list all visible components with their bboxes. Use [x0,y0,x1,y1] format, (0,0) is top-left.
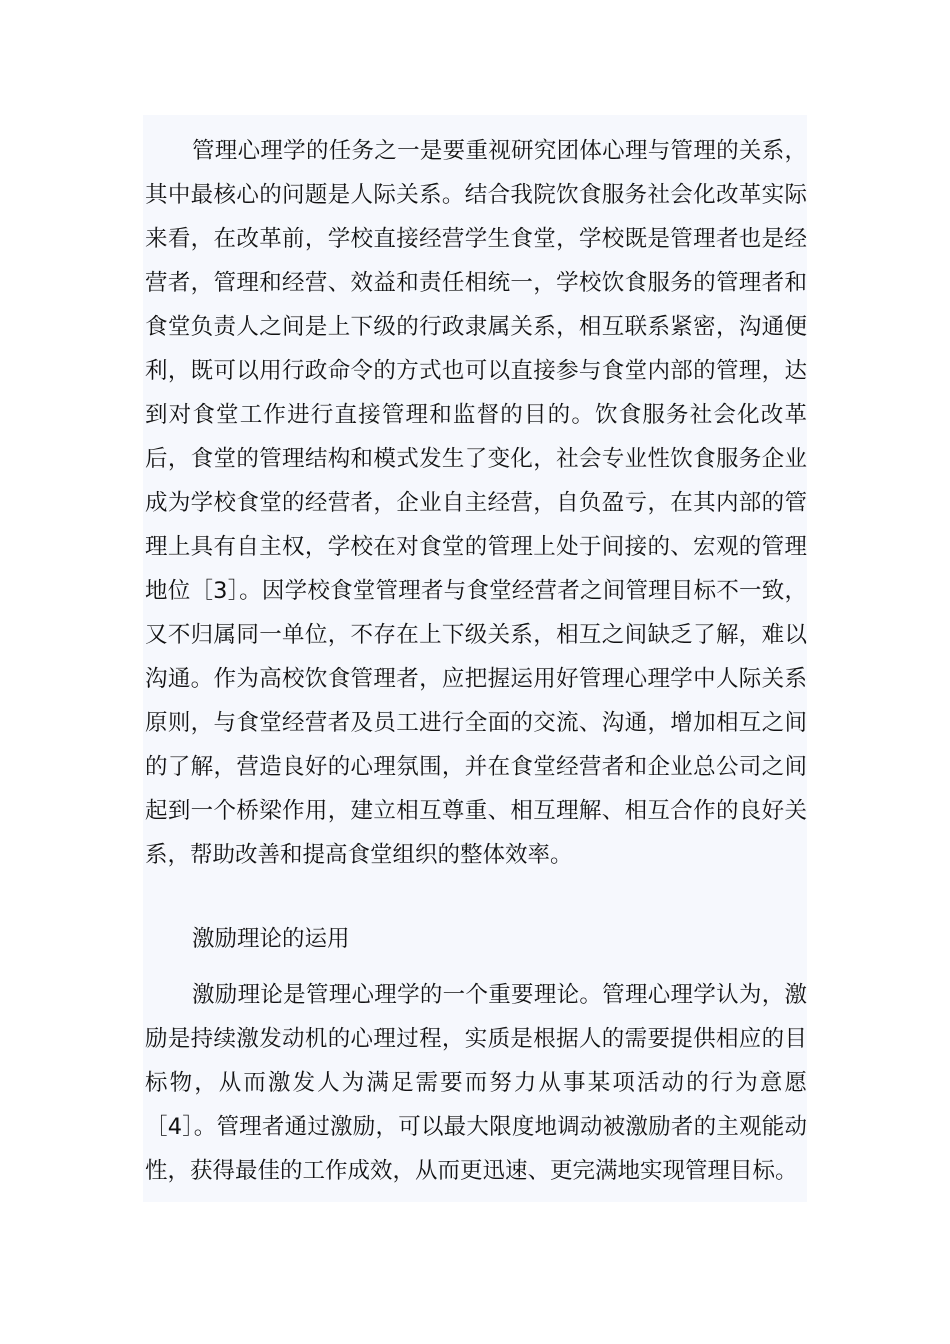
section-heading: 激励理论的运用 [192,926,350,952]
paragraph-motivation-theory: 激励理论是管理心理学的一个重要理论。管理心理学认为，激励是持续激发动机的心理过程，实质是根据人的需要提供相应的目标物，从而激发人为满足需要而努力从事某项活动的行为意愿［4］。管理者通过激励，可以最大限度地调动被激励者的主观能动性，获得最佳的工作成效，从而更迅速、更完满地实现管理目标。 [145,982,807,1184]
paragraph-interpersonal-relations: 管理心理学的任务之一是要重视研究团体心理与管理的关系，其中最核心的问题是人际关系。结合我院饮食服务社会化改革实际来看，在改革前，学校直接经营学生食堂，学校既是管理者也是经营者，管理和经营、效益和责任相统一，学校饮食服务的管理者和食堂负责人之间是上下级的行政隶属关系，相互联系紧密，沟通便利，既可以用行政命令的方式也可以直接参与食堂内部的管理，达到对食堂工作进行直接管理和监督的目的。饮食服务社会化改革后，食堂的管理结构和模式发生了变化，社会专业性饮食服务企业成为学校食堂的经营者，企业自主经营，自负盈亏，在其内部的管理上具有自主权，学校在对食堂的管理上处于间接的、宏观的管理地位［3］。因学校食堂管理者与食堂经营者之间管理目标不一致，又不归属同一单位，不存在上下级关系，相互之间缺乏了解，难以沟通。作为高校饮食管理者，应把握运用好管理心理学中人际关系原则，与食堂经营者及员工进行全面的交流、沟通，增加相互之间的了解，营造良好的心理氛围，并在食堂经营者和企业总公司之间起到一个桥梁作用，建立相互尊重、相互理解、相互合作的良好关系，帮助改善和提高食堂组织的整体效率。 [145,138,807,868]
document-text-block [143,115,807,1202]
